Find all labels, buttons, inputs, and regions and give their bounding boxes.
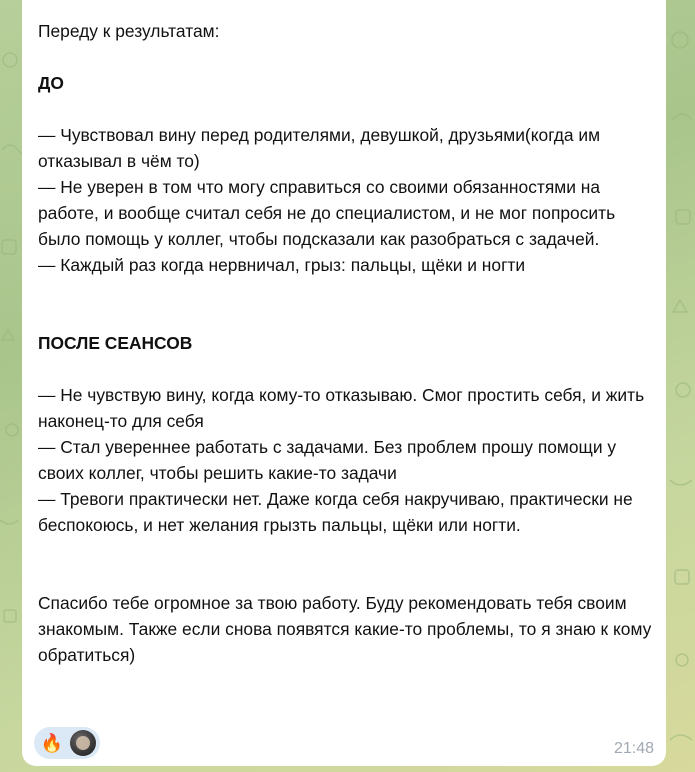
before-item: — Чувствовал вину перед родителями, девушкой, друзьями(когда им отказывал в чём то)	[38, 125, 605, 171]
reaction-chip[interactable]	[34, 727, 100, 759]
after-item: — Не чувствую вину, когда кому-то отказываю. Смог простить себя, и жить наконец-то для себя	[38, 385, 649, 431]
before-item: — Каждый раз когда нервничал, грыз: пальцы, щёки и ногти	[38, 255, 526, 275]
fire-reaction-icon: 🔥	[40, 733, 64, 753]
message-text	[38, 18, 657, 668]
after-heading: ПОСЛЕ СЕАНСОВ	[38, 333, 193, 353]
before-heading: ДО	[38, 73, 64, 93]
after-item: — Тревоги практически нет. Даже когда себя накручиваю, практически не беспокоюсь, и нет желания грызть пальцы, щёки или ногти.	[38, 489, 638, 535]
intro-text: Переду к результатам:	[38, 21, 220, 41]
closing-text: Спасибо тебе огромное за твою работу. Буду рекомендовать тебя своим знакомым. Также если снова появятся какие-то проблемы, то я знаю к кому обратиться)	[38, 593, 657, 665]
before-item: — Не уверен в том что могу справиться со своими обязанностями на работе, и вообще считал себя не до специалистом, и не мог попросить было помощь у коллег, чтобы подсказали как разобраться с задачей.	[38, 177, 620, 249]
after-item: — Стал увереннее работать с задачами. Без проблем прошу помощи у своих коллег, чтобы решить какие-то задачи	[38, 437, 621, 483]
message-bubble[interactable]	[22, 0, 666, 766]
reactor-avatar	[70, 730, 96, 756]
message-timestamp: 21:48	[613, 740, 654, 757]
